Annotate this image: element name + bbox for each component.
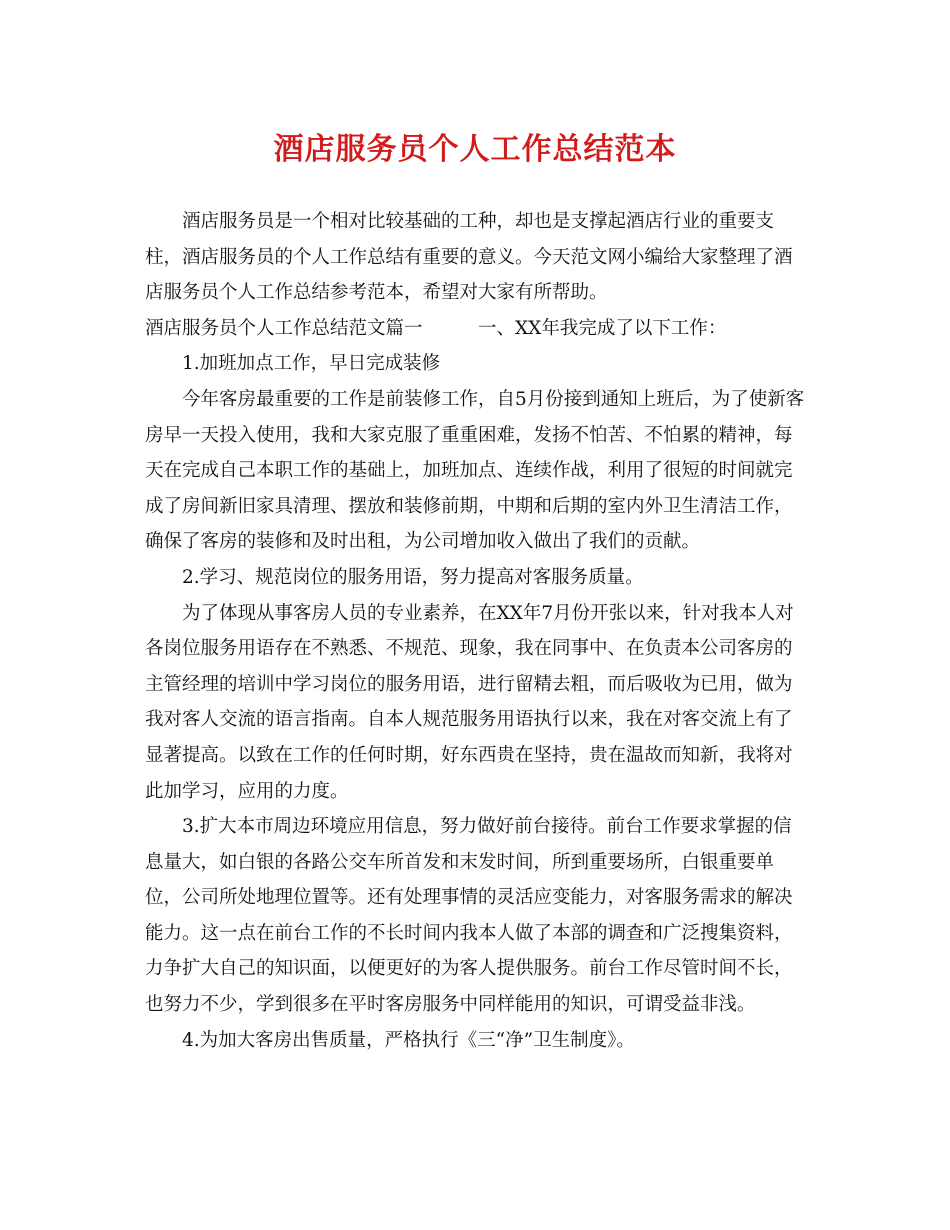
document-body [145, 204, 809, 1058]
item-2-paragraph: 为了体现从事客房人员的专业素养，在XX年7月份开张以来，针对我本人对各岗位服务用语存在不熟悉、不规范、现象，我在同事中、在负责本公司客房的主管经理的培训中学习岗位的服务用语，进行留精去粗，而后吸收为已用，做为我对客人交流的语言指南。自本人规范服务用语执行以来，我在对客交流上有了显著提高。以致在工作的任何时期，好东西贵在坚持，贵在温故而知新，我将对此加学习，应用的力度。 [145, 602, 794, 802]
item-1-paragraph: 今年客房最重要的工作是前装修工作，自5月份接到通知上班后，为了使新客房早一天投入使用，我和大家克服了重重困难，发扬不怕苦、不怕累的精神，每天在完成自己本职工作的基础上，加班加点、连续作战，利用了很短的时间就完成了房间新旧家具清理、摆放和装修前期，中期和后期的室内外卫生清洁工作，确保了客房的装修和及时出租，为公司增加收入做出了我们的贡献。 [145, 388, 805, 553]
document-title: 酒店服务员个人工作总结范本 [273, 132, 677, 167]
intro-paragraph: 酒店服务员是一个相对比较基础的工种，却也是支撑起酒店行业的重要支柱，酒店服务员的个人工作总结有重要的意义。今天范文网小编给大家整理了酒店服务员个人工作总结参考范本，希望对大家有所帮助。 [145, 211, 793, 304]
item-3-paragraph: 3.扩大本市周边环境应用信息，努力做好前台接待。前台工作要求掌握的信息量大，如白银的各路公交车所首发和末发时间，所到重要场所，白银重要单位，公司所处地理位置等。还有处理事情的灵活应变能力，对客服务需求的解决能力。这一点在前台工作的不长时间内我本人做了本部的调查和广泛搜集资料，力争扩大自己的知识面，以便更好的为客人提供服务。前台工作尽管时间不长，也努力不少，学到很多在平时客房服务中同样能用的知识，可谓受益非浅。 [145, 816, 793, 1016]
section-heading-line: 酒店服务员个人工作总结范文篇一 一、XX年我完成了以下工作： [145, 317, 727, 339]
item-1-heading: 1.加班加点工作，早日完成装修 [182, 353, 441, 375]
item-4-heading: 4.为加大客房出售质量，严格执行《三“净”卫生制度》。 [182, 1029, 635, 1051]
item-2-heading: 2.学习、规范岗位的服务用语，努力提高对客服务质量。 [182, 566, 644, 588]
